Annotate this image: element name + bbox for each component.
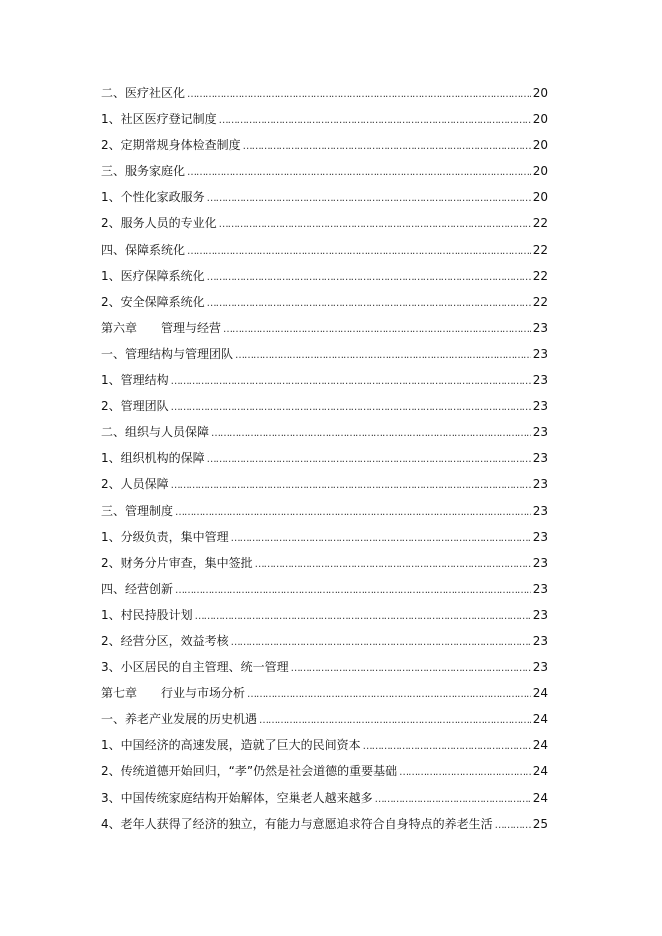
toc-dot-leader bbox=[231, 630, 531, 656]
toc-entry-title: 3、小区居民的自主管理、统一管理 bbox=[101, 660, 289, 675]
toc-entry[interactable] bbox=[101, 602, 548, 628]
toc-entry[interactable] bbox=[101, 445, 548, 471]
toc-entry-page-number: 22 bbox=[532, 242, 548, 257]
toc-dot-leader bbox=[375, 787, 531, 813]
toc-entry-title: 一、管理结构与管理团队 bbox=[101, 346, 234, 361]
toc-entry-page-number: 24 bbox=[532, 738, 548, 753]
toc-entry-title: 1、中国经济的高速发展，造就了巨大的民间资本 bbox=[101, 738, 361, 753]
toc-entry-page-number: 23 bbox=[532, 451, 548, 466]
toc-entry-title: 四、经营创新 bbox=[101, 581, 174, 596]
toc-entry[interactable] bbox=[101, 263, 548, 289]
toc-entry[interactable] bbox=[101, 80, 548, 106]
toc-entry-title: 二、组织与人员保障 bbox=[101, 425, 210, 440]
toc-dot-leader bbox=[291, 656, 531, 682]
toc-entry-page-number: 23 bbox=[532, 320, 548, 335]
toc-entry[interactable] bbox=[101, 289, 548, 315]
toc-entry[interactable] bbox=[101, 471, 548, 497]
toc-dot-leader bbox=[207, 291, 531, 317]
toc-entry[interactable] bbox=[101, 158, 548, 184]
toc-entry-page-number: 25 bbox=[532, 816, 548, 831]
toc-entry-title: 2、定期常规身体检查制度 bbox=[101, 138, 241, 153]
toc-entry[interactable] bbox=[101, 811, 548, 837]
toc-entry-page-number: 22 bbox=[532, 294, 548, 309]
toc-dot-leader bbox=[211, 421, 531, 447]
toc-dot-leader bbox=[247, 682, 531, 708]
toc-dot-leader bbox=[255, 552, 531, 578]
toc-dot-leader bbox=[171, 473, 531, 499]
toc-entry-page-number: 20 bbox=[532, 86, 548, 100]
toc-dot-leader bbox=[207, 447, 531, 473]
toc-entry[interactable] bbox=[101, 758, 548, 784]
toc-entry-title: 第七章 行业与市场分析 bbox=[101, 686, 246, 701]
toc-entry-page-number: 23 bbox=[532, 477, 548, 492]
toc-entry[interactable] bbox=[101, 419, 548, 445]
toc-entry-title: 2、财务分片审查，集中签批 bbox=[101, 555, 253, 570]
toc-dot-leader bbox=[171, 395, 531, 421]
toc-entry-title: 1、分级负责，集中管理 bbox=[101, 529, 229, 544]
toc-entry-title: 第六章 管理与经营 bbox=[101, 320, 222, 335]
toc-entry-title: 三、服务家庭化 bbox=[101, 164, 186, 179]
toc-entry-page-number: 23 bbox=[532, 555, 548, 570]
toc-entry[interactable] bbox=[101, 680, 548, 706]
toc-entry-title: 3、中国传统家庭结构开始解体，空巢老人越来越多 bbox=[101, 790, 373, 805]
toc-entry[interactable] bbox=[101, 210, 548, 236]
toc-dot-leader bbox=[219, 108, 531, 134]
toc-dot-leader bbox=[207, 186, 531, 212]
toc-entry-title: 2、服务人员的专业化 bbox=[101, 216, 217, 231]
toc-entry-page-number: 23 bbox=[532, 581, 548, 596]
toc-entry[interactable] bbox=[101, 576, 548, 602]
toc-entry-title: 2、安全保障系统化 bbox=[101, 294, 205, 309]
toc-entry[interactable] bbox=[101, 237, 548, 263]
toc-entry-page-number: 23 bbox=[532, 660, 548, 675]
toc-dot-leader bbox=[219, 212, 531, 238]
toc-entry-title: 2、人员保障 bbox=[101, 477, 169, 492]
toc-dot-leader bbox=[187, 239, 531, 265]
toc-entry[interactable] bbox=[101, 550, 548, 576]
toc-entry[interactable] bbox=[101, 393, 548, 419]
toc-dot-leader bbox=[495, 813, 531, 839]
toc-entry-title: 1、村民持股计划 bbox=[101, 607, 193, 622]
toc-entry-page-number: 24 bbox=[532, 790, 548, 805]
toc-entry-title: 1、医疗保障系统化 bbox=[101, 268, 205, 283]
toc-dot-leader bbox=[187, 82, 531, 108]
toc-dot-leader bbox=[259, 708, 531, 734]
toc-dot-leader bbox=[175, 578, 531, 604]
toc-dot-leader bbox=[223, 317, 531, 343]
toc-dot-leader bbox=[235, 343, 531, 369]
toc-dot-leader bbox=[195, 604, 531, 630]
toc-entry-page-number: 24 bbox=[532, 712, 548, 727]
toc-entry[interactable] bbox=[101, 732, 548, 758]
toc-entry-page-number: 22 bbox=[532, 268, 548, 283]
toc-dot-leader bbox=[399, 760, 531, 786]
toc-entry-page-number: 23 bbox=[532, 529, 548, 544]
toc-entry-page-number: 23 bbox=[532, 425, 548, 440]
toc-entry-title: 2、传统道德开始回归，“孝”仍然是社会道德的重要基础 bbox=[101, 764, 398, 779]
toc-entry-title: 1、社区医疗登记制度 bbox=[101, 112, 217, 127]
toc-entry[interactable] bbox=[101, 315, 548, 341]
toc-dot-leader bbox=[231, 526, 531, 552]
toc-dot-leader bbox=[187, 160, 531, 186]
table-of-contents bbox=[101, 80, 548, 837]
toc-entry-title: 4、老年人获得了经济的独立，有能力与意愿追求符合自身特点的养老生活 bbox=[101, 816, 493, 831]
toc-entry[interactable] bbox=[101, 654, 548, 680]
toc-entry[interactable] bbox=[101, 524, 548, 550]
toc-entry-title: 2、管理团队 bbox=[101, 399, 169, 414]
toc-entry-page-number: 23 bbox=[532, 373, 548, 388]
toc-entry-title: 1、个性化家政服务 bbox=[101, 190, 205, 205]
toc-entry-page-number: 20 bbox=[532, 138, 548, 153]
toc-entry-title: 2、经营分区，效益考核 bbox=[101, 633, 229, 648]
toc-entry[interactable] bbox=[101, 628, 548, 654]
toc-entry-title: 二、医疗社区化 bbox=[101, 86, 186, 100]
toc-entry-title: 四、保障系统化 bbox=[101, 242, 186, 257]
toc-entry[interactable] bbox=[101, 106, 548, 132]
toc-entry-page-number: 24 bbox=[532, 686, 548, 701]
toc-entry-title: 三、管理制度 bbox=[101, 503, 174, 518]
toc-dot-leader bbox=[363, 734, 531, 760]
toc-entry-page-number: 24 bbox=[532, 764, 548, 779]
toc-dot-leader bbox=[243, 134, 531, 160]
toc-entry-title: 一、养老产业发展的历史机遇 bbox=[101, 712, 258, 727]
toc-entry[interactable] bbox=[101, 184, 548, 210]
toc-dot-leader bbox=[207, 265, 531, 291]
toc-entry-title: 1、组织机构的保障 bbox=[101, 451, 205, 466]
toc-entry[interactable] bbox=[101, 341, 548, 367]
toc-entry-title: 1、管理结构 bbox=[101, 373, 169, 388]
toc-dot-leader bbox=[171, 369, 531, 395]
toc-entry-page-number: 23 bbox=[532, 633, 548, 648]
toc-entry[interactable] bbox=[101, 706, 548, 732]
toc-entry[interactable] bbox=[101, 498, 548, 524]
toc-entry-page-number: 22 bbox=[532, 216, 548, 231]
toc-entry-page-number: 23 bbox=[532, 503, 548, 518]
toc-dot-leader bbox=[175, 500, 531, 526]
toc-entry-page-number: 23 bbox=[532, 346, 548, 361]
toc-entry-page-number: 20 bbox=[532, 190, 548, 205]
toc-entry-page-number: 23 bbox=[532, 607, 548, 622]
toc-entry[interactable] bbox=[101, 132, 548, 158]
toc-entry[interactable] bbox=[101, 785, 548, 811]
toc-entry-page-number: 23 bbox=[532, 399, 548, 414]
toc-entry-page-number: 20 bbox=[532, 112, 548, 127]
toc-entry-page-number: 20 bbox=[532, 164, 548, 179]
toc-entry[interactable] bbox=[101, 367, 548, 393]
